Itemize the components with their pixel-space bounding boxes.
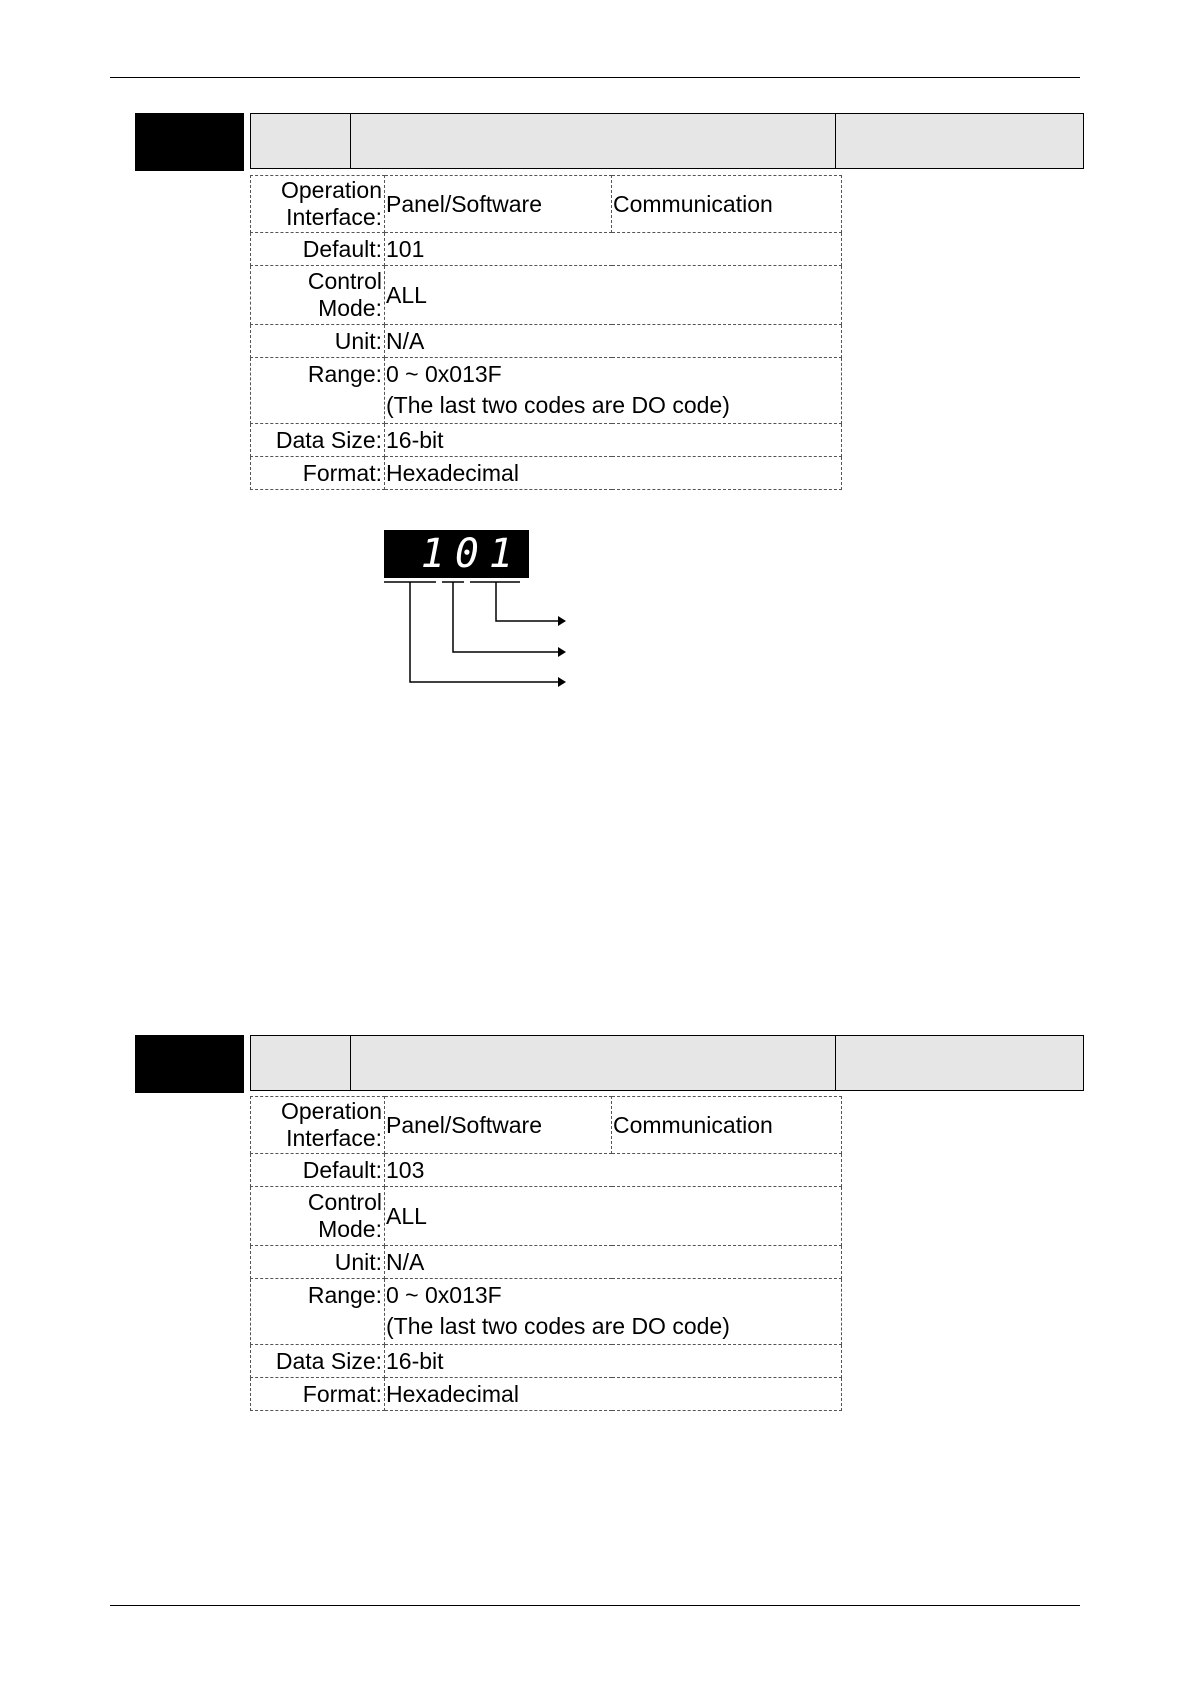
control-mode-value: ALL <box>385 1187 842 1246</box>
format-label: Format: <box>251 1378 385 1411</box>
control-mode-value: ALL <box>385 266 842 325</box>
iface-comm: Communication <box>612 1097 842 1154</box>
format-label: Format: <box>251 457 385 490</box>
header-cell-code <box>251 114 351 168</box>
header-cell-address <box>835 1036 1083 1090</box>
parameter-table <box>250 1096 842 1411</box>
panel-display-value: 101 <box>420 531 523 577</box>
parameter-tab <box>135 1035 244 1093</box>
range-value: 0 ~ 0x013F <box>386 361 502 387</box>
data-size-label: Data Size: <box>251 424 385 457</box>
unit-label: Unit: <box>251 325 385 358</box>
bottom-rule <box>110 1605 1080 1606</box>
leader-line-1 <box>496 582 558 621</box>
parameter-tab <box>135 113 244 171</box>
unit-value: N/A <box>385 325 842 358</box>
control-mode-label: Control Mode: <box>251 1187 385 1246</box>
range-label: Range: <box>251 358 385 424</box>
unit-value: N/A <box>385 1246 842 1279</box>
data-size-label: Data Size: <box>251 1345 385 1378</box>
control-mode-label: Control Mode: <box>251 266 385 325</box>
default-label: Default: <box>251 233 385 266</box>
leader-line-2 <box>453 582 558 652</box>
default-label: Default: <box>251 1154 385 1187</box>
default-value: 101 <box>385 233 842 266</box>
range-value-cell <box>385 1279 842 1345</box>
header-cell-code <box>251 1036 351 1090</box>
arrow-head-1 <box>558 616 566 626</box>
operation-interface-label: Operation Interface: <box>251 1097 385 1154</box>
leader-line-3 <box>410 582 558 682</box>
arrow-head-2 <box>558 647 566 657</box>
unit-label: Unit: <box>251 1246 385 1279</box>
range-note: (The last two codes are DO code) <box>386 1313 730 1339</box>
range-value: 0 ~ 0x013F <box>386 1282 502 1308</box>
range-note: (The last two codes are DO code) <box>386 392 730 418</box>
display-digit-diagram <box>380 578 580 688</box>
header-cell-address <box>835 114 1083 168</box>
panel-display <box>384 530 529 578</box>
parameter-header <box>250 113 1084 169</box>
data-size-value: 16-bit <box>385 424 842 457</box>
arrow-head-3 <box>558 677 566 687</box>
format-value: Hexadecimal <box>385 457 842 490</box>
operation-interface-label: Operation Interface: <box>251 176 385 233</box>
format-value: Hexadecimal <box>385 1378 842 1411</box>
top-rule <box>110 77 1080 78</box>
iface-panel: Panel/Software <box>385 1097 612 1154</box>
parameter-table <box>250 175 842 490</box>
range-label: Range: <box>251 1279 385 1345</box>
data-size-value: 16-bit <box>385 1345 842 1378</box>
range-value-cell <box>385 358 842 424</box>
default-value: 103 <box>385 1154 842 1187</box>
parameter-header <box>250 1035 1084 1091</box>
iface-panel: Panel/Software <box>385 176 612 233</box>
iface-comm: Communication <box>612 176 842 233</box>
